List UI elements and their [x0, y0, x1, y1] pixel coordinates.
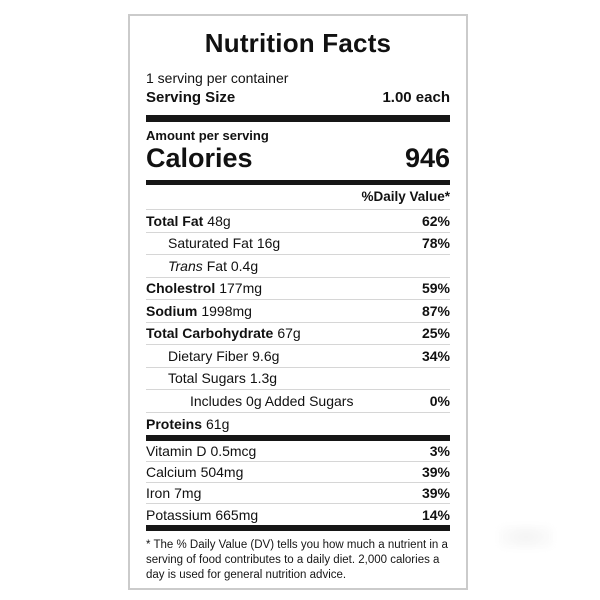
nutrient-label: Total Carbohydrate	[146, 325, 274, 342]
nutrient-row-trans-fat	[146, 255, 450, 278]
vitamin-dv: 39%	[421, 464, 450, 480]
vitamin-label: Vitamin D	[146, 443, 207, 459]
nutrient-dv: 78%	[421, 235, 450, 252]
nutrient-label: Cholestrol	[146, 280, 216, 297]
vitamin-label: Iron	[146, 485, 171, 501]
nutrient-dv: 59%	[421, 280, 450, 297]
nutrient-row-saturated-fat	[146, 233, 450, 256]
serving-size-value: 1.00 each	[382, 89, 450, 106]
nutrient-dv: 25%	[421, 325, 450, 342]
nutrient-amount: 48g	[207, 212, 231, 229]
nutrient-label: Includes 0g Added Sugars	[190, 392, 354, 409]
nutrient-dv: 0%	[429, 392, 450, 409]
vitamin-label: Calcium	[146, 464, 197, 480]
vitamin-dv: 39%	[421, 485, 450, 501]
nutrient-amount: 61g	[206, 415, 230, 432]
nutrition-facts-label	[128, 14, 468, 590]
calories-value: 946	[404, 143, 450, 173]
nutrient-row-dietary-fiber	[146, 345, 450, 368]
nutrient-row-total-fat	[146, 210, 450, 233]
footnote: * The % Daily Value (DV) tells you how much a nutrient in a serving of food contributes to a daily diet. 2,000 calories a day is used for general nutrition advice.	[146, 539, 448, 581]
vitamin-row-vitamin-d	[146, 441, 450, 462]
vitamin-label: Potassium	[146, 506, 212, 523]
nutrient-amount: 177mg	[219, 280, 263, 297]
nutrient-dv: 87%	[421, 302, 450, 319]
vitamin-row-iron	[146, 483, 450, 504]
vitamin-row-potassium	[146, 504, 450, 525]
servings-per-container: 1 serving per container	[146, 70, 289, 86]
calories-label: Calories	[146, 143, 253, 173]
vitamin-amount: 0.5mcg	[210, 443, 257, 459]
nutrient-amount: Fat 0.4g	[206, 257, 259, 274]
vitamin-amount: 7mg	[174, 485, 202, 501]
thick-divider-top	[146, 115, 450, 122]
daily-value-header: %Daily Value*	[146, 185, 450, 210]
amount-per-serving-label: Amount per serving	[146, 128, 269, 143]
serving-size-row	[146, 89, 450, 115]
nutrient-dv: 62%	[421, 212, 450, 229]
nutrient-dv: 34%	[421, 347, 450, 364]
watermark-smudge	[498, 524, 554, 550]
nutrient-label: Total Sugars	[168, 370, 246, 387]
label-title: Nutrition Facts	[204, 28, 392, 58]
nutrient-label: Saturated Fat	[168, 235, 253, 252]
vitamin-amount: 665mg	[215, 506, 259, 523]
nutrient-amount: 1.3g	[249, 370, 278, 387]
nutrient-row-total-sugars	[146, 368, 450, 391]
nutrient-row-added-sugars	[146, 390, 450, 413]
nutrient-amount: 16g	[256, 235, 281, 252]
serving-size-label: Serving Size	[146, 89, 236, 106]
nutrient-row-sodium	[146, 300, 450, 323]
nutrient-label: Total Fat	[146, 212, 204, 229]
vitamin-dv: 3%	[429, 443, 450, 459]
nutrient-label: Dietary Fiber	[168, 347, 249, 364]
nutrient-label: Proteins	[146, 415, 203, 432]
nutrient-row-total-carbohydrate	[146, 323, 450, 346]
nutrient-amount: 9.6g	[252, 347, 280, 364]
nutrient-amount: 1998mg	[201, 302, 252, 319]
vitamin-dv: 14%	[421, 506, 450, 523]
nutrient-row-proteins	[146, 413, 450, 436]
nutrient-label: Trans	[168, 257, 203, 274]
nutrient-amount: 67g	[277, 325, 301, 342]
vitamin-row-calcium	[146, 462, 450, 483]
nutrient-row-cholestrol	[146, 278, 450, 301]
nutrient-label: Sodium	[146, 302, 198, 319]
vitamin-amount: 504mg	[200, 464, 244, 480]
calories-row	[146, 143, 450, 180]
